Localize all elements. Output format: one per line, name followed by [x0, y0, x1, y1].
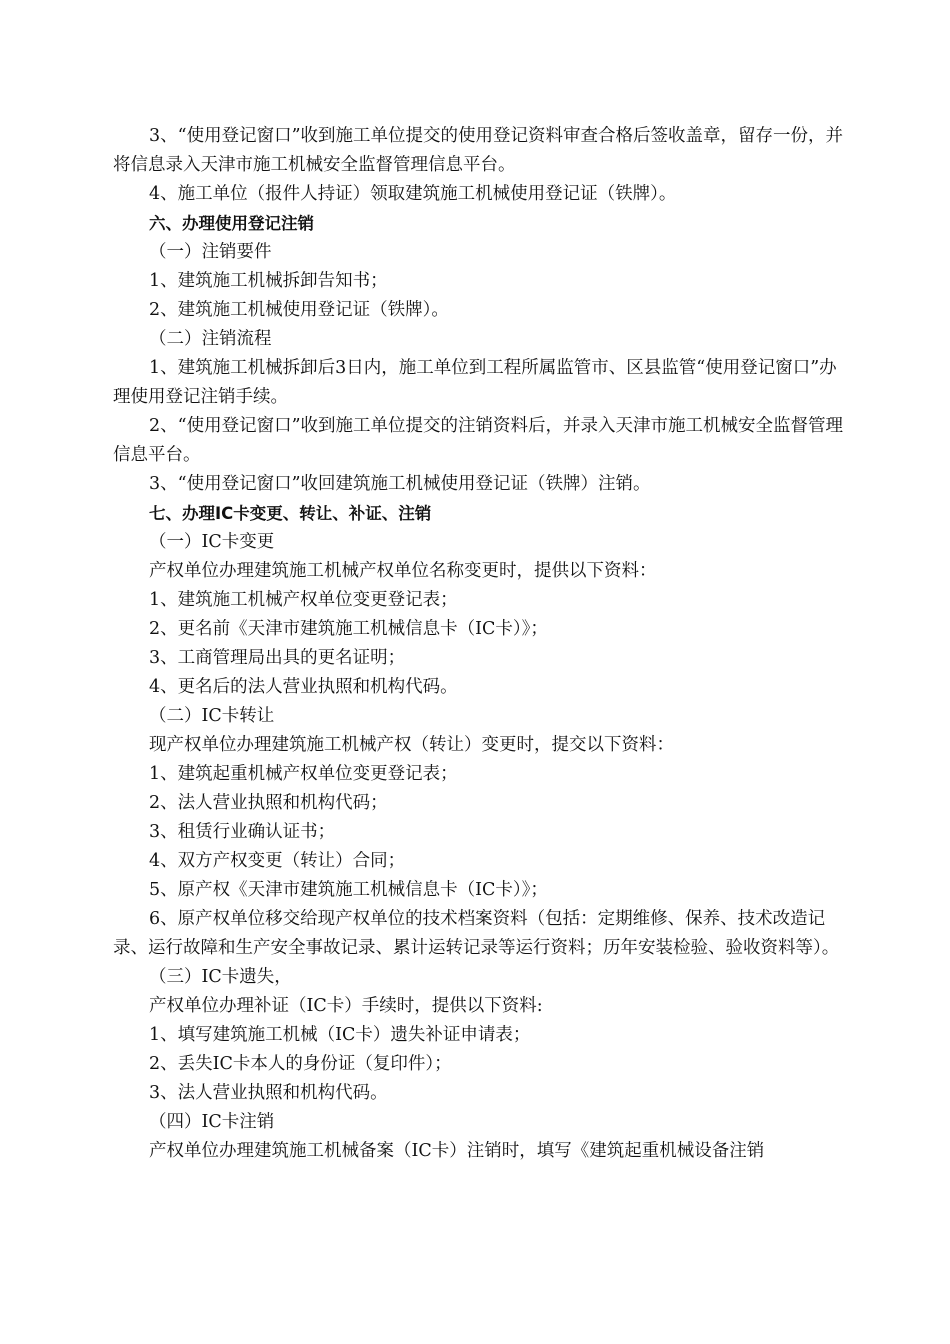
paragraph-item: 2、法人营业执照和机构代码；: [149, 793, 388, 813]
paragraph-item: 产权单位办理建筑施工机械产权单位名称变更时，提供以下资料：: [149, 561, 657, 581]
paragraph-item: 2、更名前《天津市建筑施工机械信息卡（IC卡）》；: [149, 619, 548, 639]
paragraph-item: 4、双方产权变更（转让）合同；: [149, 851, 406, 871]
subsection-heading: （一）注销要件: [149, 242, 272, 262]
paragraph-item: 3、“使用登记窗口”收到施工单位提交的使用登记资料审查合格后签收盖章，留存一份，并将信息录入天津市施工机械安全监督管理信息平台。: [113, 126, 844, 175]
paragraph-item: 现产权单位办理建筑施工机械产权（转让）变更时，提交以下资料：: [149, 735, 674, 755]
paragraph-item: 2、丢失IC卡本人的身份证（复印件）；: [149, 1054, 452, 1074]
paragraph-item: 3、法人营业执照和机构代码。: [149, 1083, 388, 1103]
paragraph-item: 3、“使用登记窗口”收回建筑施工机械使用登记证（铁牌）注销。: [149, 474, 651, 494]
section-heading: 七、办理IC卡变更、转让、补证、注销: [149, 504, 432, 523]
paragraph-item: 1、建筑施工机械拆卸后3日内，施工单位到工程所属监管市、区县监管“使用登记窗口”办理使用登记注销手续。: [113, 358, 837, 407]
paragraph-item: 1、建筑起重机械产权单位变更登记表；: [149, 764, 458, 784]
subsection-heading: （二）IC卡转让: [149, 706, 275, 726]
subsection-heading: （四）IC卡注销: [149, 1112, 275, 1132]
paragraph-item: 产权单位办理补证（IC卡）手续时，提供以下资料:: [149, 996, 543, 1016]
subsection-heading: （二）注销流程: [149, 329, 272, 349]
paragraph-item: 3、租赁行业确认证书；: [149, 822, 336, 842]
paragraph-item: 3、工商管理局出具的更名证明；: [149, 648, 406, 668]
paragraph-item: 2、建筑施工机械使用登记证（铁牌）。: [149, 300, 449, 320]
paragraph-item: 2、“使用登记窗口”收到施工单位提交的注销资料后，并录入天津市施工机械安全监督管理信息平台。: [113, 416, 844, 465]
paragraph-item: 5、原产权《天津市建筑施工机械信息卡（IC卡）》；: [149, 880, 548, 900]
paragraph-item: 6、原产权单位移交给现产权单位的技术档案资料（包括：定期维修、保养、技术改造记录、运行故障和生产安全事故记录、累计运转记录等运行资料；历年安装检验、验收资料等）。: [113, 909, 840, 958]
paragraph-item: 1、建筑施工机械产权单位变更登记表；: [149, 590, 458, 610]
paragraph-item: 1、建筑施工机械拆卸告知书；: [149, 271, 388, 291]
paragraph-item: 4、施工单位（报件人持证）领取建筑施工机械使用登记证（铁牌）。: [149, 184, 677, 204]
subsection-heading: （三）IC卡遗失，: [149, 967, 292, 987]
section-heading: 六、办理使用登记注销: [149, 214, 314, 233]
paragraph-item: 产权单位办理建筑施工机械备案（IC卡）注销时，填写《建筑起重机械设备注销: [149, 1141, 765, 1161]
paragraph-item: 1、填写建筑施工机械（IC卡）遗失补证申请表；: [149, 1025, 531, 1045]
subsection-heading: （一）IC卡变更: [149, 532, 275, 552]
document-page: [113, 122, 850, 1166]
paragraph-item: 4、更名后的法人营业执照和机构代码。: [149, 677, 458, 697]
